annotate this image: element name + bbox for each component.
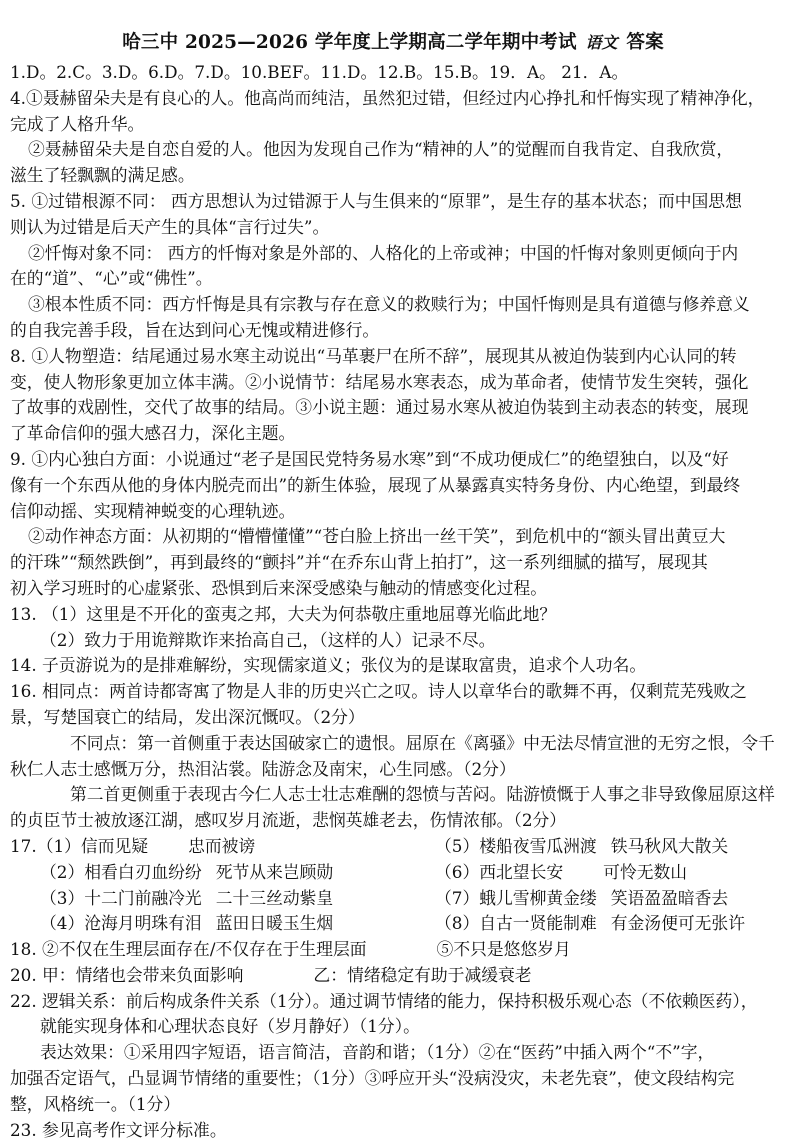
q17-line: 笑语盈盈暗香去 [610,887,729,908]
answer-line: （2）致力于用诡辩欺诈来抬高自己，（这样的人）记录不尽。 [40,629,496,650]
q17-row [10,834,776,860]
answer-line: 滋生了轻飘飘的满足感。 [10,165,195,186]
q17-line: （8）自古一贤能制难 [435,913,597,934]
q20-answer-b: 乙：情绪稳定有助于减缓衰老 [313,964,532,985]
answer-line: 14. 子贡游说为的是排难解纷，实现儒家道义；张仪为的是谋取富贵，追求个人功名。 [10,655,647,676]
q20-answer-a: 20. 甲：情绪也会带来负面影响 [10,964,244,985]
answer-line: 的贞臣节士被放逐江湖，感叹岁月流逝，悲悯英雄老去，伤情浓郁。（2分） [10,810,567,831]
q17-line: 二十三丝动紫皇 [215,887,334,908]
answer-line: 变，使人物形象更加立体丰满。②小说情节：结尾易水寒表态，成为革命者，使情节发生突转，强化 [10,371,749,392]
answer-line: 5. ①过错根源不同： 西方思想认为过错源于人与生俱来的“原罪”，是生存的基本状态；而中国思想 [10,190,742,211]
answer-line: 的自我完善手段，旨在达到问心无愧或精进修行。 [10,319,380,340]
answer-line: 8. ①人物塑造：结尾通过易水寒主动说出“马革裹尸在所不辞”，展现其从被迫伪装到内心认同的转 [10,345,737,366]
answer-line: 23. 参见高考作文评分标准。 [10,1119,227,1140]
q18-answer-b: ⑤不只是悠悠岁月 [436,939,571,960]
q20-line [10,963,776,989]
title-main: 哈三中 2025—2026 学年度上学期高二学年期中考试 [122,32,577,53]
q17-line: 有金汤便可无张许 [610,913,745,934]
q17-line: （6）西北望长安 [435,861,564,882]
answer-line: 13. （1）这里是不开化的蛮夷之邦，大夫为何恭敬庄重地屈尊光临此地？ [10,603,557,624]
answer-line: 则认为过错是后天产生的具体“言行过失”。 [10,216,330,237]
answer-line: 就能实现身体和心理状态良好（岁月静好）（1分）。 [40,1016,420,1037]
q17-row [10,860,776,886]
q17-line: 17.（1）信而见疑 [10,835,149,856]
q17-row [10,886,776,912]
q17-line: 死节从来岂顾勋 [215,861,334,882]
answer-line: 信仰动摇、实现精神蜕变的心理轨迹。 [10,500,296,521]
page-title [10,30,776,56]
answer-line: ②忏悔对象不同： 西方的忏悔对象是外部的、人格化的上帝或神；中国的忏悔对象则更倾向于内 [28,242,739,263]
answer-line: 9. ①内心独白方面：小说通过“老子是国民党特务易水寒”到“不成功便成仁”的绝望独白，以及“好 [10,448,729,469]
answer-line: 表达效果：①采用四字短语，语言简洁，音韵和谐；（1分）②在“医药”中插入两个“不”字， [40,1042,715,1063]
answer-line: 了故事的戏剧性，交代了故事的结局。③小说主题：通过易水寒从被迫伪装到主动表态的转变，展现 [10,397,749,418]
q18-answer-a: 18. ②不仅在生理层面存在/不仅存在于生理层面 [10,939,367,960]
answer-line: 完成了人格升华。 [10,113,145,134]
q17-line: 可怜无数山 [603,861,688,882]
q17-line: 铁马秋风大散关 [610,835,729,856]
answer-line: 在的“道”、“心”或“佛性”。 [10,268,213,289]
answer-line: 了革命信仰的强大感召力，深化主题。 [10,423,296,444]
q17-line: 忠而被谤 [188,835,256,856]
answer-line: 不同点：第一首侧重于表达国破家亡的遗恨。屈原在《离骚》中无法尽情宣泄的无穷之恨，令千 [70,732,775,753]
q17-line: （7）蛾儿雪柳黄金缕 [435,887,597,908]
answer-line: 加强否定语气，凸显调节情绪的重要性；（1分）③呼应开头“没病没灾，未老先衰”，使文段结构完 [10,1068,735,1089]
q17-line: 蓝田日暖玉生烟 [215,913,334,934]
answer-line: ②动作神态方面：从初期的“懵懵懂懂”“苍白脸上挤出一丝干笑”，到危机中的“额头冒出黄豆大 [28,526,726,547]
q17-row [10,911,776,937]
answer-line: 整，风格统一。（1分） [10,1093,181,1114]
q17-line: （4）沧海月明珠有泪 [40,913,202,934]
q17-line: （2）相看白刃血纷纷 [40,861,202,882]
q18-line [10,937,776,963]
q17-line: （3）十二门前融冷光 [40,887,202,908]
answer-line: 1.D。2.C。3.D。6.D。7.D。10.BEF。11.D。12.B。15.B。19．A。 21．A。 [10,62,629,82]
answer-line: 16. 相同点：两首诗都寄寓了物是人非的历史兴亡之叹。诗人以章华台的歌舞不再，仅剩荒芜残败之 [10,681,747,702]
answer-line: ②聂赫留朵夫是自恋自爱的人。他因为发现自己作为“精神的人”的觉醒而自我肯定、自我欣赏， [28,139,734,160]
q17-line: （5）楼船夜雪瓜洲渡 [435,835,597,856]
answer-line: 4.①聂赫留朵夫是有良心的人。他高尚而纯洁，虽然犯过错，但经过内心挣扎和忏悔实现了精神净化， [10,87,765,108]
title-suffix: 答案 [626,32,664,53]
answer-line: 第二首更侧重于表现古今仁人志士壮志难酬的怨愤与苦闷。陆游愤慨于人事之非导致像屈原这样 [70,784,775,805]
answer-line: ③根本性质不同：西方忏悔是具有宗教与存在意义的救赎行为；中国忏悔则是具有道德与修养意义 [28,294,750,315]
answer-line: 像有一个东西从他的身体内脱壳而出”的新生体验，展现了从暴露真实特务身份、内心绝望，到最终 [10,474,741,495]
answer-line: 的汗珠”“颓然跌倒”，再到最终的“颤抖”并“在乔东山背上拍打”，这一系列细腻的描写，展现其 [10,552,708,573]
answer-line: 22. 逻辑关系：前后构成条件关系（1分）。通过调节情绪的能力，保持积极乐观心态（不依赖医药）， [10,990,758,1011]
answer-line: 景，写楚国衰亡的结局，发出深沉慨叹。（2分） [10,706,365,727]
title-subject: 语文 [585,33,618,52]
answer-line: 秋仁人志士感慨万分，热泪沾裳。陆游念及南宋，心生同感。（2分） [10,758,516,779]
answer-line: 初入学习班时的心虚紧张、恐惧到后来深受感染与触动的情感变化过程。 [10,577,548,598]
